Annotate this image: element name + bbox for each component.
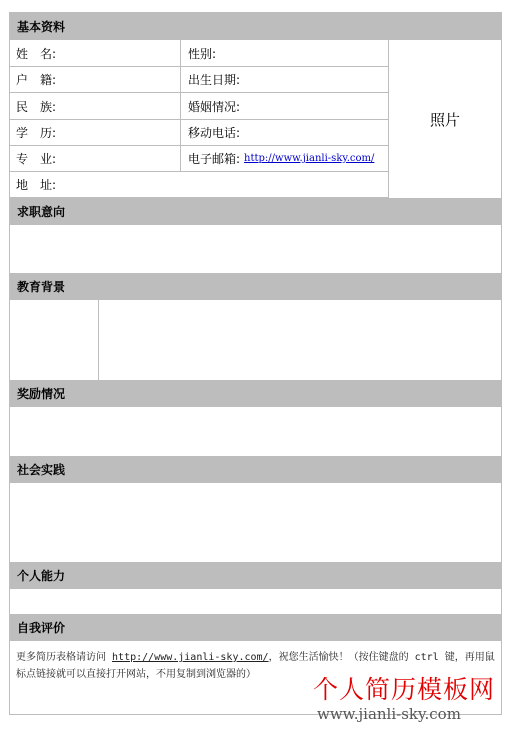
name-label: 姓 名: — [16, 46, 57, 61]
birth-cell — [181, 67, 389, 93]
section-header-basic — [10, 13, 501, 40]
section-title-practice: 社会实践 — [17, 463, 66, 477]
section-title-education: 教育背景 — [17, 280, 66, 294]
hukou-label: 户 籍: — [16, 73, 57, 87]
section-header-education — [10, 273, 501, 300]
gender-label: 性别: — [188, 46, 217, 61]
phone-cell — [181, 120, 389, 146]
note-text-after: ，祝您生活愉快！（按住键盘的 ctrl 键，再用鼠标点链接就可以直接打开网站，不用复制到浏览器的） — [16, 652, 495, 680]
ethnicity-label: 民 族: — [16, 99, 57, 114]
phone-label: 移动电话: — [188, 126, 241, 140]
watermark-title: 个人简历模板网 — [313, 675, 496, 704]
gender-cell — [181, 40, 389, 67]
section-title-intention: 求职意向 — [17, 205, 66, 219]
email-cell — [181, 146, 389, 172]
section-header-practice — [10, 456, 501, 483]
marriage-cell — [181, 93, 389, 120]
ethnicity-cell — [10, 93, 181, 120]
email-label: 电子邮箱: — [188, 152, 241, 166]
address-label: 地 址: — [16, 178, 57, 192]
section-header-intention — [10, 198, 501, 225]
awards-content — [10, 407, 501, 456]
section-title-evaluation: 自我评价 — [17, 621, 66, 635]
education-content — [10, 300, 501, 380]
birth-label: 出生日期: — [188, 73, 241, 87]
section-header-evaluation — [10, 614, 501, 641]
practice-content — [10, 483, 501, 562]
email-link[interactable]: http://www.jianli-sky.com/ — [244, 153, 375, 164]
address-cell — [10, 172, 389, 198]
note-text-before: 更多简历表格请访问 — [16, 652, 113, 663]
degree-label: 学 历: — [16, 126, 57, 140]
resume-sheet — [9, 12, 502, 715]
section-title-awards: 奖励情况 — [17, 387, 66, 401]
photo-label: 照片 — [429, 110, 460, 129]
photo-placeholder — [389, 40, 501, 198]
section-title-ability: 个人能力 — [17, 569, 66, 583]
name-cell — [10, 40, 181, 67]
education-date-column — [10, 300, 99, 380]
section-header-ability — [10, 562, 501, 589]
site-link[interactable]: http://www.jianli-sky.com/ — [112, 652, 269, 663]
watermark-url: www.jianli-sky.com — [317, 705, 461, 723]
hukou-cell — [10, 67, 181, 93]
intention-content — [10, 225, 501, 273]
major-label: 专 业: — [16, 152, 57, 166]
marriage-label: 婚姻情况: — [188, 99, 241, 114]
degree-cell — [10, 120, 181, 146]
section-header-awards — [10, 380, 501, 407]
ability-content — [10, 589, 501, 614]
major-cell — [10, 146, 181, 172]
section-title-basic: 基本资料 — [17, 20, 66, 34]
